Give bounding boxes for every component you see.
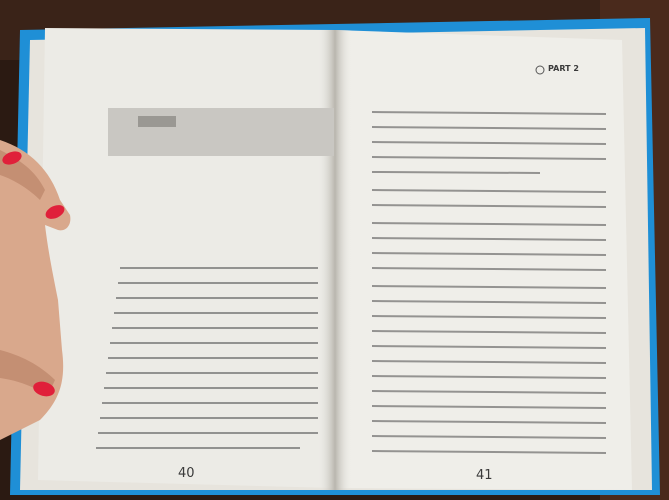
left-page-number: 40 [178,466,195,481]
book-gutter [318,30,352,490]
right-page-number: 41 [476,468,493,483]
tip-label-box [138,116,176,127]
tip-band [108,108,334,156]
part-label: PART 2 [548,64,579,73]
